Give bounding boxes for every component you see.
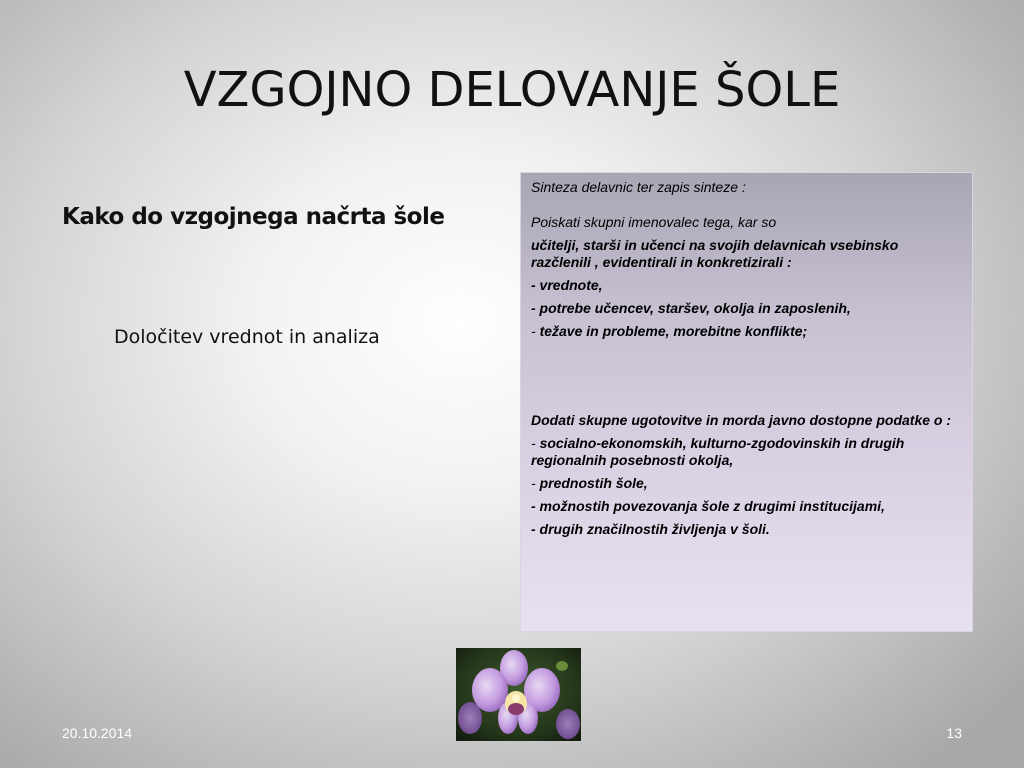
- textbox-line: učitelji, starši in učenci na svojih delavnicah vsebinsko razčlenili , evidentirali in konkretizirali :: [531, 237, 899, 270]
- textbox-line: [531, 435, 962, 469]
- textbox-line: - potrebe učencev, staršev, okolja in zaposlenih,: [531, 300, 851, 316]
- textbox-line: - drugih značilnostih življenja v šoli.: [531, 521, 770, 537]
- textbox-dash: -: [531, 475, 540, 491]
- left-body-text: Določitev vrednot in analiza: [114, 326, 380, 348]
- textbox-line: - možnostih povezovanja šole z drugimi institucijami,: [531, 498, 885, 514]
- textbox-text: socialno-ekonomskih, kulturno-zgodovinskih in drugih regionalnih posebnosti okolja,: [531, 435, 905, 468]
- orchid-photo: [456, 648, 581, 741]
- subheading: Kako do vzgojnega načrta šole: [62, 204, 445, 230]
- textbox-text: težave in probleme, morebitne konflikte;: [539, 323, 808, 339]
- content-textbox: [520, 172, 973, 632]
- textbox-line: [531, 323, 962, 340]
- slide-number: 13: [946, 725, 962, 741]
- textbox-line: - vrednote,: [531, 277, 603, 293]
- textbox-line: [531, 475, 962, 492]
- textbox-line: Sinteza delavnic ter zapis sinteze :: [531, 179, 746, 195]
- textbox-text: prednostih šole,: [539, 475, 648, 491]
- textbox-dash: -: [531, 323, 540, 339]
- textbox-dash: -: [531, 435, 540, 451]
- footer-date: 20.10.2014: [62, 725, 133, 741]
- textbox-line: Poiskati skupni imenovalec tega, kar so: [531, 214, 777, 230]
- slide-title: VZGOJNO DELOVANJE ŠOLE: [183, 62, 841, 118]
- textbox-line: Dodati skupne ugotovitve in morda javno dostopne podatke o :: [531, 412, 952, 428]
